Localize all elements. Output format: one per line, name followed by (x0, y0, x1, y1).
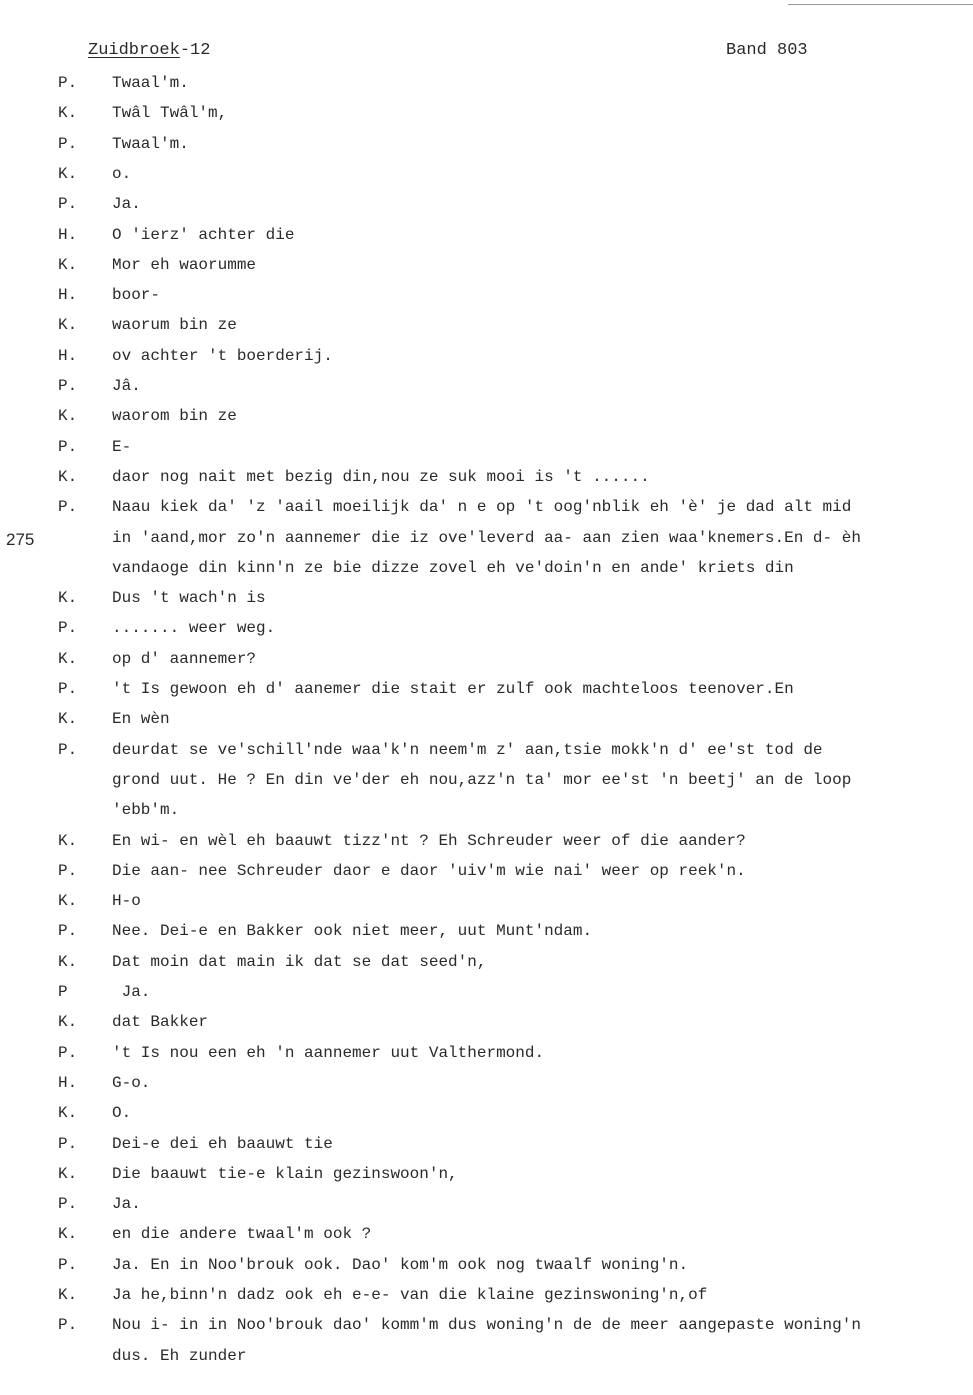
utterance-text: en die andere twaal'm ook ? (112, 1225, 372, 1243)
utterance-text: H-o (112, 892, 141, 910)
speaker-label: P. (58, 1316, 78, 1334)
speaker-label: H. (58, 286, 78, 304)
speaker-label: P. (58, 135, 78, 153)
utterance-text: G-o. (112, 1074, 151, 1092)
utterance-text: O. (112, 1104, 132, 1122)
speaker-label: K. (58, 589, 78, 607)
utterance-text: waorum bin ze (112, 316, 237, 334)
utterance-text: ov achter 't boerderij. (112, 347, 333, 365)
utterance-text: Dus 't wach'n is (112, 589, 266, 607)
utterance-text: dus. Eh zunder (112, 1347, 247, 1365)
utterance-text: Ja. (112, 195, 141, 213)
speaker-label: P. (58, 74, 78, 92)
utterance-text: 't Is nou een eh 'n aannemer uut Valthermond. (112, 1044, 545, 1062)
utterance-text: Die aan- nee Schreuder daor e daor 'uiv'm wie nai' weer op reek'n. (112, 862, 746, 880)
speaker-label: P. (58, 438, 78, 456)
speaker-label: H. (58, 1074, 78, 1092)
utterance-text: Twaal'm. (112, 74, 189, 92)
utterance-text: E- (112, 438, 132, 456)
utterance-text: Jâ. (112, 377, 141, 395)
utterance-text: En wèn (112, 710, 170, 728)
speaker-label: K. (58, 650, 78, 668)
utterance-text: daor nog nait met bezig din,nou ze suk mooi is 't ...... (112, 468, 650, 486)
speaker-label: K. (58, 1286, 78, 1304)
utterance-text: Die baauwt tie-e klain gezinswoon'n, (112, 1165, 458, 1183)
speaker-label: K. (58, 832, 78, 850)
utterance-text: Ja he,binn'n dadz ook eh e-e- van die klaine gezinswoning'n,of (112, 1286, 708, 1304)
utterance-text: Twaal'm. (112, 135, 189, 153)
utterance-text: Ja. En in Noo'brouk ook. Dao' kom'm ook nog twaalf woning'n. (112, 1256, 689, 1274)
speaker-label: K. (58, 104, 78, 122)
utterance-text: 't Is gewoon eh d' aanemer die stait er zulf ook machteloos teenover.En (112, 680, 794, 698)
speaker-label: P. (58, 922, 78, 940)
speaker-label: K. (58, 468, 78, 486)
speaker-label: P. (58, 1195, 78, 1213)
speaker-label: K. (58, 1104, 78, 1122)
utterance-text: o. (112, 165, 132, 183)
utterance-text: ....... weer weg. (112, 619, 276, 637)
utterance-text: deurdat se ve'schill'nde waa'k'n neem'm z' aan,tsie mokk'n d' ee'st tod de (112, 741, 823, 759)
speaker-label: H. (58, 226, 78, 244)
speaker-label: K. (58, 953, 78, 971)
speaker-label: P. (58, 1044, 78, 1062)
top-rule (788, 4, 973, 5)
speaker-label: K. (58, 1225, 78, 1243)
speaker-label: K. (58, 316, 78, 334)
place-name: Zuidbroek (88, 41, 180, 60)
utterance-text: Ja. (112, 983, 151, 1001)
speaker-label: P. (58, 377, 78, 395)
utterance-text: O 'ierz' achter die (112, 226, 295, 244)
utterance-text: 'ebb'm. (112, 801, 180, 819)
utterance-text: Dei-e dei eh baauwt tie (112, 1135, 333, 1153)
speaker-label: H. (58, 347, 78, 365)
page-number: -12 (179, 41, 211, 60)
utterance-text: op d' aannemer? (112, 650, 257, 668)
speaker-label: P. (58, 862, 78, 880)
speaker-label: P. (58, 498, 78, 516)
speaker-label: P (58, 983, 68, 1001)
speaker-label: P. (58, 1135, 78, 1153)
utterance-text: Naau kiek da' 'z 'aail moeilijk da' n e op 't oog'nblik eh 'è' je dad alt mid (112, 498, 852, 516)
utterance-text: grond uut. He ? En din ve'der eh nou,azz'n ta' mor ee'st 'n beetj' an de loop (112, 771, 852, 789)
band-number: Band 803 (726, 41, 808, 60)
utterance-text: vandaoge din kinn'n ze bie dizze zovel eh ve'doin'n en ande' kriets din (112, 559, 794, 577)
speaker-label: K. (58, 1013, 78, 1031)
utterance-text: waorom bin ze (112, 407, 237, 425)
speaker-label: K. (58, 407, 78, 425)
utterance-text: Nee. Dei-e en Bakker ook niet meer, uut Munt'ndam. (112, 922, 593, 940)
speaker-label: P. (58, 741, 78, 759)
speaker-label: P. (58, 680, 78, 698)
margin-number: 275 (6, 530, 35, 549)
speaker-label: P. (58, 195, 78, 213)
page-header-left (88, 41, 210, 60)
utterance-text: boor- (112, 286, 161, 304)
speaker-label: P. (58, 619, 78, 637)
speaker-label: K. (58, 1165, 78, 1183)
utterance-text: Twâl Twâl'm, (112, 104, 228, 122)
speaker-label: K. (58, 710, 78, 728)
utterance-text: En wi- en wèl eh baauwt tizz'nt ? Eh Schreuder weer of die aander? (112, 832, 746, 850)
utterance-text: Ja. (112, 1195, 141, 1213)
utterance-text: in 'aand,mor zo'n aannemer die iz ove'leverd aa- aan zien waa'knemers.En d- èh (112, 529, 861, 547)
speaker-label: P. (58, 1256, 78, 1274)
utterance-text: dat Bakker (112, 1013, 209, 1031)
speaker-label: K. (58, 892, 78, 910)
utterance-text: Mor eh waorumme (112, 256, 257, 274)
speaker-label: K. (58, 256, 78, 274)
utterance-text: Nou i- in in Noo'brouk dao' komm'm dus woning'n de de meer aangepaste woning'n (112, 1316, 861, 1334)
utterance-text: Dat moin dat main ik dat se dat seed'n, (112, 953, 487, 971)
speaker-label: K. (58, 165, 78, 183)
